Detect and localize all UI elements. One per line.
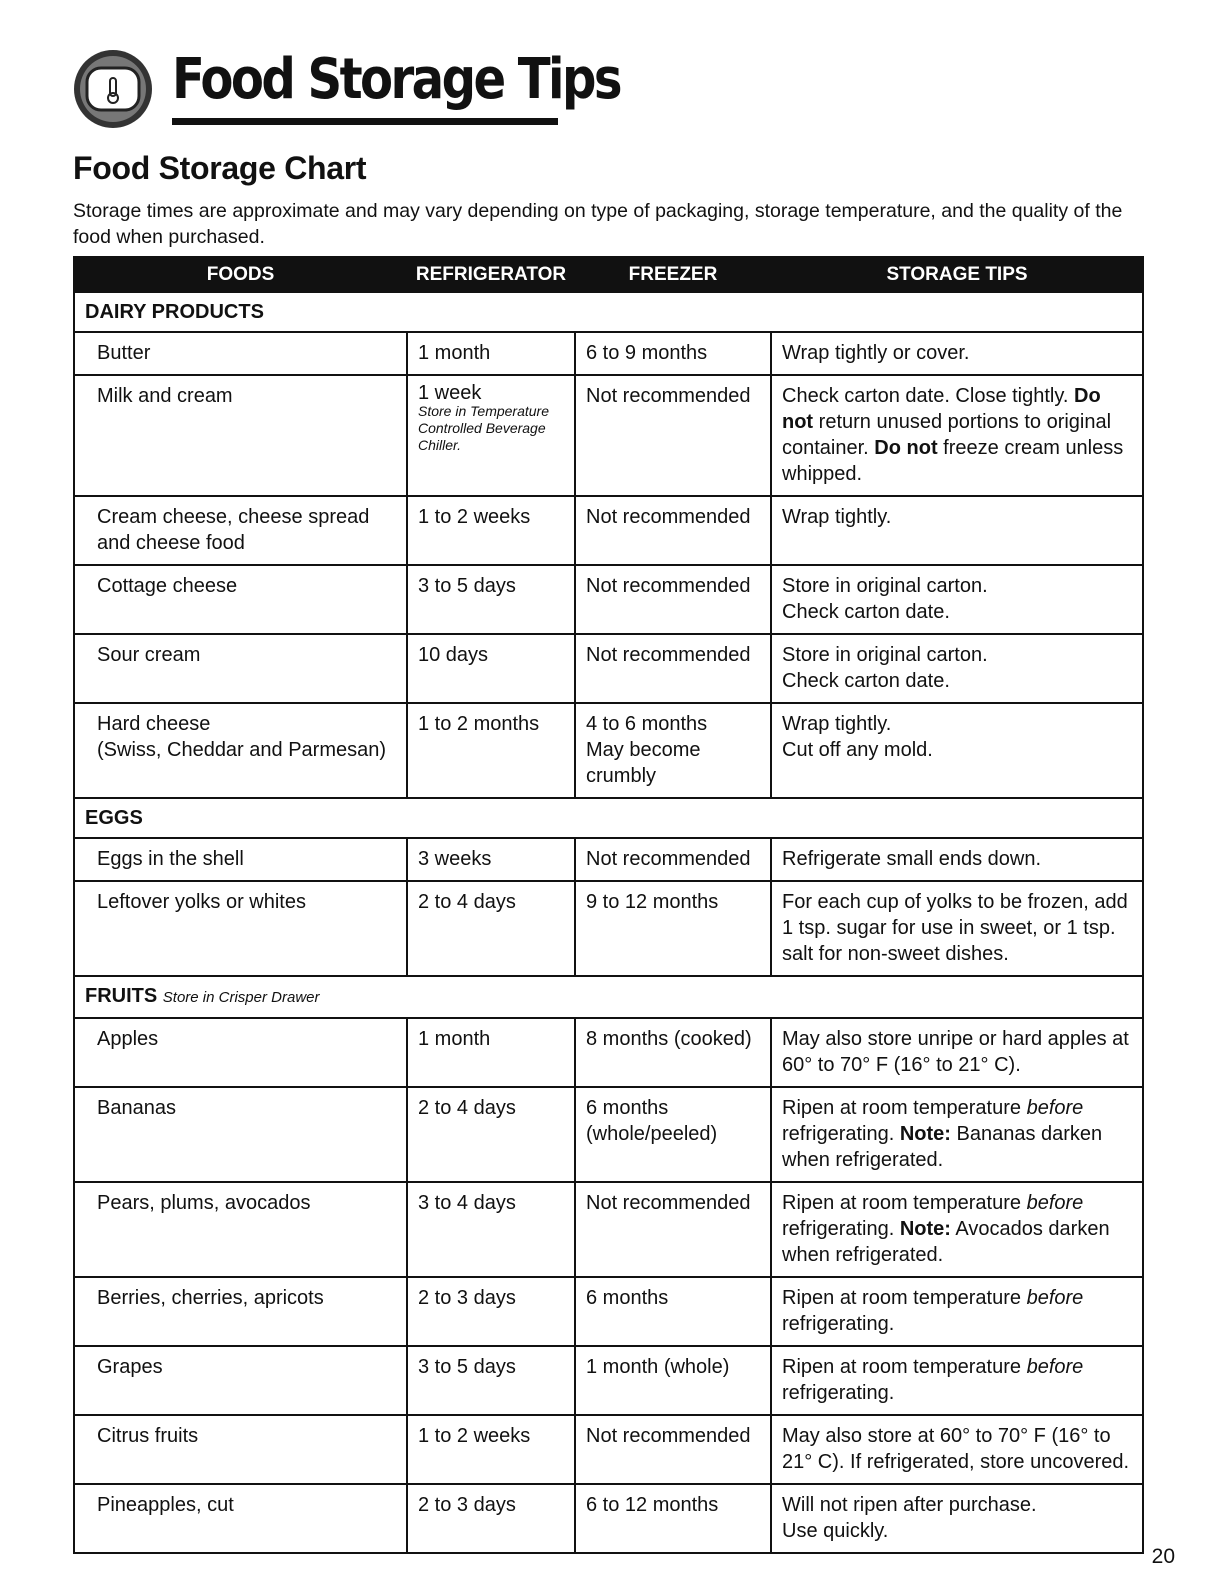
tip-italic-text: before — [1026, 1356, 1084, 1378]
table-row — [74, 1182, 1143, 1277]
tip-text: Avocados darken when refrigerated. — [782, 1218, 1110, 1266]
food-cell: Cream cheese, cheese spread and cheese food — [74, 496, 407, 565]
food-cell: Berries, cherries, apricots — [74, 1277, 407, 1346]
food-cell: Leftover yolks or whites — [74, 881, 407, 976]
food-cell: Citrus fruits — [74, 1415, 407, 1484]
tips-cell: For each cup of yolks to be frozen, add 1 tsp. sugar for use in sweet, or 1 tsp. salt for non-sweet dishes. — [771, 881, 1143, 976]
refrigerator-cell: 3 to 5 days — [407, 1346, 575, 1415]
tip-text: return unused portions to original container. — [782, 411, 1112, 459]
table-row — [74, 1087, 1143, 1182]
refrigerator-cell: 3 weeks — [407, 838, 575, 881]
freezer-cell: Not recommended — [575, 634, 771, 703]
header-underline — [172, 118, 558, 125]
refrigerator-cell: 2 to 4 days — [407, 1087, 575, 1182]
refrigerator-cell: 1 month — [407, 1018, 575, 1087]
tip-text: refrigerating. — [782, 1218, 895, 1240]
tips-cell — [771, 1277, 1143, 1346]
tips-cell — [771, 1182, 1143, 1277]
food-cell: Milk and cream — [74, 375, 407, 496]
col-header-storage-tips: STORAGE TIPS — [771, 257, 1143, 292]
refrigerator-cell: 3 to 4 days — [407, 1182, 575, 1277]
table-row — [74, 496, 1143, 565]
tips-cell — [771, 1346, 1143, 1415]
food-cell: Apples — [74, 1018, 407, 1087]
category-row-dairy — [74, 292, 1143, 332]
food-cell: Eggs in the shell — [74, 838, 407, 881]
refrigerator-cell — [407, 375, 575, 496]
tips-cell: Refrigerate small ends down. — [771, 838, 1143, 881]
freezer-cell: Not recommended — [575, 496, 771, 565]
tip-line: Cut off any mold. — [782, 739, 933, 761]
food-cell — [74, 703, 407, 798]
food-cell: Butter — [74, 332, 407, 375]
food-cell: Pears, plums, avocados — [74, 1182, 407, 1277]
freezer-cell: Not recommended — [575, 375, 771, 496]
page-header — [72, 40, 620, 140]
tip-line: Check carton date. — [782, 601, 950, 623]
col-header-refrigerator: REFRIGERATOR — [407, 257, 575, 292]
category-note: Store in Crisper Drawer — [162, 989, 320, 1006]
food-cell: Grapes — [74, 1346, 407, 1415]
section-title: Food Storage Chart — [73, 150, 367, 186]
freezer-cell: Not recommended — [575, 1415, 771, 1484]
freezer-line: May become crumbly — [586, 739, 701, 787]
tip-text: Bananas darken when refrigerated. — [782, 1123, 1103, 1171]
freezer-cell — [575, 703, 771, 798]
freezer-cell: Not recommended — [575, 1182, 771, 1277]
intro-paragraph: Storage times are approximate and may vary depending on type of packaging, storage temperature, and the quality of the food when purchased. — [73, 200, 1123, 248]
category-label: FRUITS — [85, 985, 158, 1007]
table-row — [74, 634, 1143, 703]
tip-text: refrigerating. — [782, 1123, 895, 1145]
food-detail: (Swiss, Cheddar and Parmesan) — [97, 739, 387, 761]
tip-note-label: Note: — [899, 1123, 951, 1145]
tip-text: freeze cream unless whipped. — [782, 437, 1124, 485]
tip-text: refrigerating. — [782, 1382, 895, 1404]
food-cell: Sour cream — [74, 634, 407, 703]
tips-cell: Wrap tightly or cover. — [771, 332, 1143, 375]
table-row — [74, 1415, 1143, 1484]
refrigerator-cell: 2 to 3 days — [407, 1484, 575, 1553]
tip-italic-text: before — [1026, 1097, 1084, 1119]
category-row-fruits — [74, 976, 1143, 1018]
page-number: 20 — [1151, 1545, 1175, 1568]
col-header-freezer: FREEZER — [575, 257, 771, 292]
tip-text: Check carton date. Close tightly. — [782, 385, 1069, 407]
col-header-foods: FOODS — [74, 257, 407, 292]
tip-line: Store in original carton. — [782, 575, 988, 597]
freezer-cell: 1 month (whole) — [575, 1346, 771, 1415]
freezer-line: 4 to 6 months — [586, 713, 708, 735]
freezer-cell: 6 months — [575, 1277, 771, 1346]
tip-italic-text: before — [1026, 1287, 1084, 1309]
page-header-title: Food Storage Tips — [172, 47, 620, 112]
table-row — [74, 1484, 1143, 1553]
freezer-cell: 8 months (cooked) — [575, 1018, 771, 1087]
table-row — [74, 838, 1143, 881]
freezer-cell: 6 to 12 months — [575, 1484, 771, 1553]
tips-cell: Wrap tightly. — [771, 496, 1143, 565]
freezer-cell: Not recommended — [575, 565, 771, 634]
tip-italic-text: before — [1026, 1192, 1084, 1214]
category-label: DAIRY PRODUCTS — [74, 292, 1143, 332]
category-row-eggs — [74, 798, 1143, 838]
tip-text: Ripen at room temperature — [782, 1192, 1022, 1214]
food-cell: Pineapples, cut — [74, 1484, 407, 1553]
refrigerator-cell: 10 days — [407, 634, 575, 703]
food-cell: Bananas — [74, 1087, 407, 1182]
tip-line: Will not ripen after purchase. — [782, 1494, 1037, 1516]
refrigerator-cell: 2 to 4 days — [407, 881, 575, 976]
freezer-line: 6 months — [586, 1097, 669, 1119]
table-row — [74, 881, 1143, 976]
table-row — [74, 703, 1143, 798]
food-storage-table — [73, 256, 1144, 1554]
tips-cell — [771, 1087, 1143, 1182]
tips-cell: May also store unripe or hard apples at 60° to 70° F (16° to 21° C). — [771, 1018, 1143, 1087]
tip-text: Ripen at room temperature — [782, 1097, 1022, 1119]
table-row — [74, 1346, 1143, 1415]
freezer-cell: 6 to 9 months — [575, 332, 771, 375]
table-header-row — [74, 257, 1143, 292]
freezer-line: (whole/peeled) — [586, 1123, 718, 1145]
refrigerator-cell: 1 to 2 months — [407, 703, 575, 798]
tip-line: Check carton date. — [782, 670, 950, 692]
tips-cell: May also store at 60° to 70° F (16° to 21° C). If refrigerated, store uncovered. — [771, 1415, 1143, 1484]
category-label: EGGS — [74, 798, 1143, 838]
refrigerator-cell: 2 to 3 days — [407, 1277, 575, 1346]
table-row — [74, 565, 1143, 634]
refrigerator-cell: 1 month — [407, 332, 575, 375]
tip-bold-text: Do not — [782, 385, 1101, 433]
refrigerator-cell: 3 to 5 days — [407, 565, 575, 634]
freezer-cell: Not recommended — [575, 838, 771, 881]
thermometer-gauge-icon — [72, 48, 154, 130]
tip-note-label: Note: — [899, 1218, 951, 1240]
refrigerator-time: 1 week — [418, 382, 482, 404]
food-name: Hard cheese — [97, 713, 211, 735]
tip-line: Wrap tightly. — [782, 713, 892, 735]
tip-line: Store in original carton. — [782, 644, 988, 666]
tip-text: refrigerating. — [782, 1313, 895, 1335]
tips-cell — [771, 1484, 1143, 1553]
refrigerator-cell: 1 to 2 weeks — [407, 496, 575, 565]
tip-line: Use quickly. — [782, 1520, 889, 1542]
tips-cell — [771, 703, 1143, 798]
table-row — [74, 375, 1143, 496]
tip-text: Ripen at room temperature — [782, 1287, 1022, 1309]
tip-text: Ripen at room temperature — [782, 1356, 1022, 1378]
table-row — [74, 1277, 1143, 1346]
freezer-cell: 9 to 12 months — [575, 881, 771, 976]
food-cell: Cottage cheese — [74, 565, 407, 634]
refrigerator-cell: 1 to 2 weeks — [407, 1415, 575, 1484]
category-cell — [74, 976, 1143, 1018]
tips-cell — [771, 634, 1143, 703]
tips-cell — [771, 375, 1143, 496]
table-row — [74, 1018, 1143, 1087]
tip-bold-text: Do not — [874, 437, 938, 459]
refrigerator-note: Store in Temperature Controlled Beverage Chiller. — [418, 403, 549, 453]
freezer-cell — [575, 1087, 771, 1182]
tips-cell — [771, 565, 1143, 634]
table-row — [74, 332, 1143, 375]
